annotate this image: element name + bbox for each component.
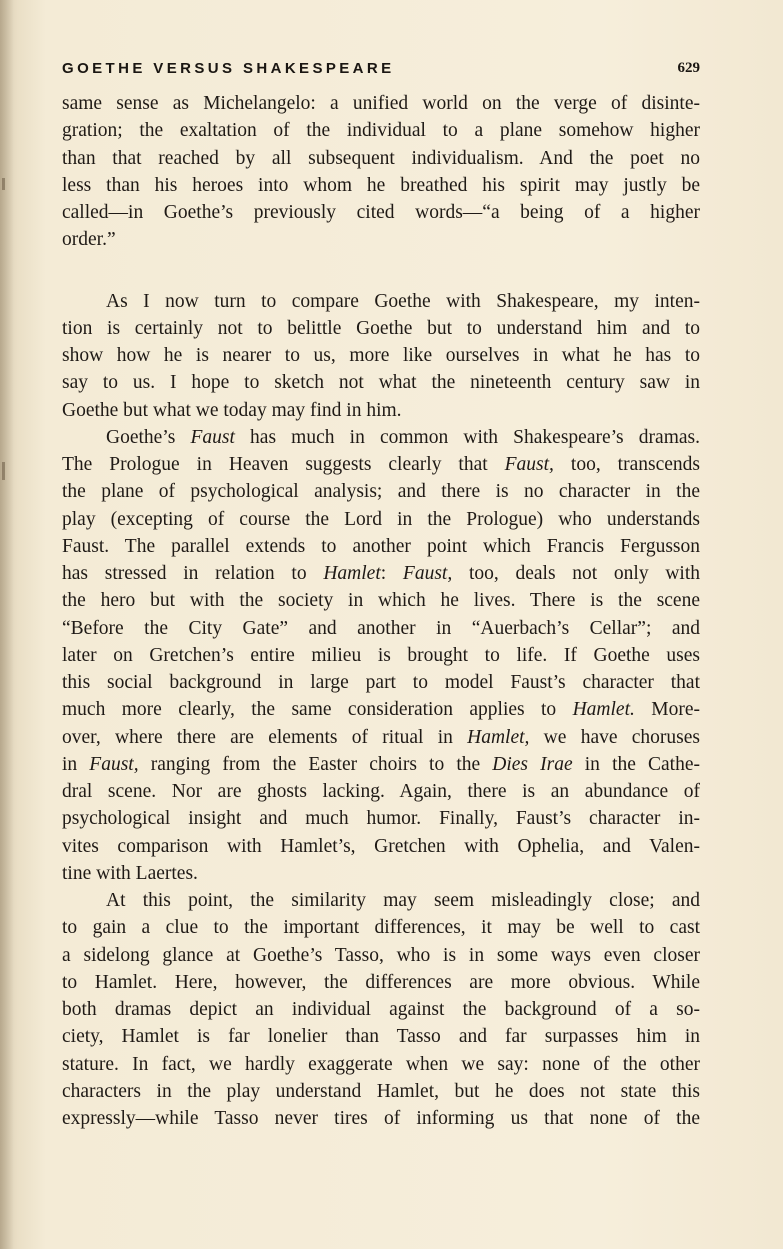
text-line <box>62 533 700 560</box>
margin-mark <box>2 178 5 190</box>
paragraph <box>62 887 700 1132</box>
text-line <box>62 942 700 969</box>
text-line <box>62 226 700 253</box>
body-text <box>62 90 700 1132</box>
italic-title: Hamlet, <box>467 726 530 748</box>
text-line <box>62 506 700 533</box>
text-line <box>62 1023 700 1050</box>
text-line <box>62 778 700 805</box>
text-line <box>62 315 700 342</box>
text-run: psychological insight and much humor. Finally, Faust’s character in- <box>62 808 700 830</box>
text-line <box>62 288 700 315</box>
text-run: over, where there are elements of ritual in <box>62 726 468 748</box>
text-run: tion is certainly not to belittle Goethe but to understand him and to <box>62 317 700 339</box>
text-line <box>62 751 700 778</box>
paragraph <box>62 90 700 254</box>
text-line <box>62 424 700 451</box>
text-run: The Prologue in Heaven suggests clearly that <box>62 454 505 475</box>
italic-title: Faust <box>190 426 235 448</box>
text-run: we have choruses <box>529 726 700 748</box>
text-line <box>62 478 700 505</box>
text-line <box>62 172 700 199</box>
text-line <box>62 724 700 751</box>
text-run: has much in common with Shakespeare’s dramas. <box>234 426 700 448</box>
text-run: the hero but with the society in which he lives. There is the scene <box>62 590 700 612</box>
running-head-title: GOETHE VERSUS SHAKESPEARE <box>62 60 395 77</box>
text-line <box>62 1051 700 1078</box>
text-line <box>62 397 700 424</box>
text-run: both dramas depict an individual against the background of a so- <box>62 999 700 1020</box>
text-line <box>62 90 700 117</box>
text-run: too, deals not only with <box>452 563 701 584</box>
text-line <box>62 587 700 614</box>
text-run: to Hamlet. Here, however, the differences are more obvious. While <box>62 971 700 993</box>
text-line <box>62 615 700 642</box>
text-run: Goethe but what we today may find in him. <box>62 399 402 421</box>
text-line <box>62 996 700 1023</box>
text-line <box>62 669 700 696</box>
text-run: characters in the play understand Hamlet, but he does not state this <box>62 1080 700 1102</box>
text-line <box>62 1105 700 1132</box>
italic-title: Hamlet. <box>572 699 635 721</box>
text-run: than that reached by all subsequent individualism. And the poet no <box>62 147 700 169</box>
text-line <box>62 117 700 144</box>
italic-title: Hamlet <box>323 563 381 584</box>
text-line <box>62 696 700 723</box>
text-run: less than his heroes into whom he breathed his spirit may justly be <box>62 174 700 196</box>
italic-title: Faust, <box>504 454 554 475</box>
text-run: ciety, Hamlet is far lonelier than Tasso and far surpasses him in <box>62 1026 700 1048</box>
text-run: tine with Laertes. <box>62 862 198 884</box>
text-line <box>62 1078 700 1105</box>
text-run: gration; the exaltation of the individual to a plane somehow higher <box>62 120 700 142</box>
italic-title: Faust, <box>89 753 139 775</box>
text-line <box>62 887 700 914</box>
paragraph-gap <box>62 254 700 288</box>
text-run: : <box>380 563 403 584</box>
text-run: More- <box>634 699 700 721</box>
text-run: As I now turn to compare Goethe with Shakespeare, my inten- <box>106 290 700 312</box>
text-run: later on Gretchen’s entire milieu is brought to life. If Goethe uses <box>62 644 700 666</box>
italic-title: Faust, <box>402 563 453 584</box>
text-run: Faust. The parallel extends to another point which Francis Fergusson <box>62 535 700 557</box>
text-run: much more clearly, the same consideration applies to <box>62 699 573 721</box>
text-run: play (excepting of course the Lord in the Prologue) who understands <box>62 508 700 530</box>
text-run: expressly—while Tasso never tires of informing us that none of the <box>62 1108 700 1129</box>
text-line <box>62 369 700 396</box>
text-run: this social background in large part to model Faust’s character that <box>62 672 700 693</box>
italic-title: Dies Irae <box>492 753 573 775</box>
text-line <box>62 805 700 832</box>
text-run: At this point, the similarity may seem misleadingly close; and <box>106 890 700 911</box>
text-run: “Before the City Gate” and another in “Auerbach’s Cellar”; and <box>62 617 700 639</box>
text-line <box>62 860 700 887</box>
text-run: in <box>62 753 90 775</box>
text-run: in the Cathe- <box>572 753 700 775</box>
text-run: show how he is nearer to us, more like ourselves in what he has to <box>62 345 700 366</box>
text-run: Goethe’s <box>106 426 191 448</box>
text-line <box>62 145 700 172</box>
text-line <box>62 833 700 860</box>
text-line <box>62 199 700 226</box>
running-head <box>62 60 700 82</box>
text-run: called—in Goethe’s previously cited words—“a being of a higher <box>62 202 700 223</box>
text-run: say to us. I hope to sketch not what the nineteenth century saw in <box>62 372 700 394</box>
text-run: the plane of psychological analysis; and there is no character in the <box>62 481 700 503</box>
text-run: vites comparison with Hamlet’s, Gretchen with Ophelia, and Valen- <box>62 835 700 857</box>
text-run: has stressed in relation to <box>62 563 324 584</box>
text-line <box>62 969 700 996</box>
text-line <box>62 914 700 941</box>
text-run: stature. In fact, we hardly exaggerate when we say: none of the other <box>62 1053 700 1075</box>
text-line <box>62 451 700 478</box>
paragraph <box>62 424 700 887</box>
text-run: same sense as Michelangelo: a unified world on the verge of disinte- <box>62 93 700 114</box>
text-run: to gain a clue to the important differences, it may be well to cast <box>62 917 700 939</box>
text-line <box>62 642 700 669</box>
text-run: ranging from the Easter choirs to the <box>138 753 493 775</box>
paragraph <box>62 288 700 424</box>
text-run: too, transcends <box>553 454 700 475</box>
text-line <box>62 342 700 369</box>
margin-mark <box>2 462 5 480</box>
text-run: dral scene. Nor are ghosts lacking. Again, there is an abundance of <box>62 781 700 802</box>
text-run: a sidelong glance at Goethe’s Tasso, who is in some ways even closer <box>62 944 700 966</box>
text-run: order.” <box>62 229 116 251</box>
page-number: 629 <box>677 60 700 76</box>
text-line <box>62 560 700 587</box>
